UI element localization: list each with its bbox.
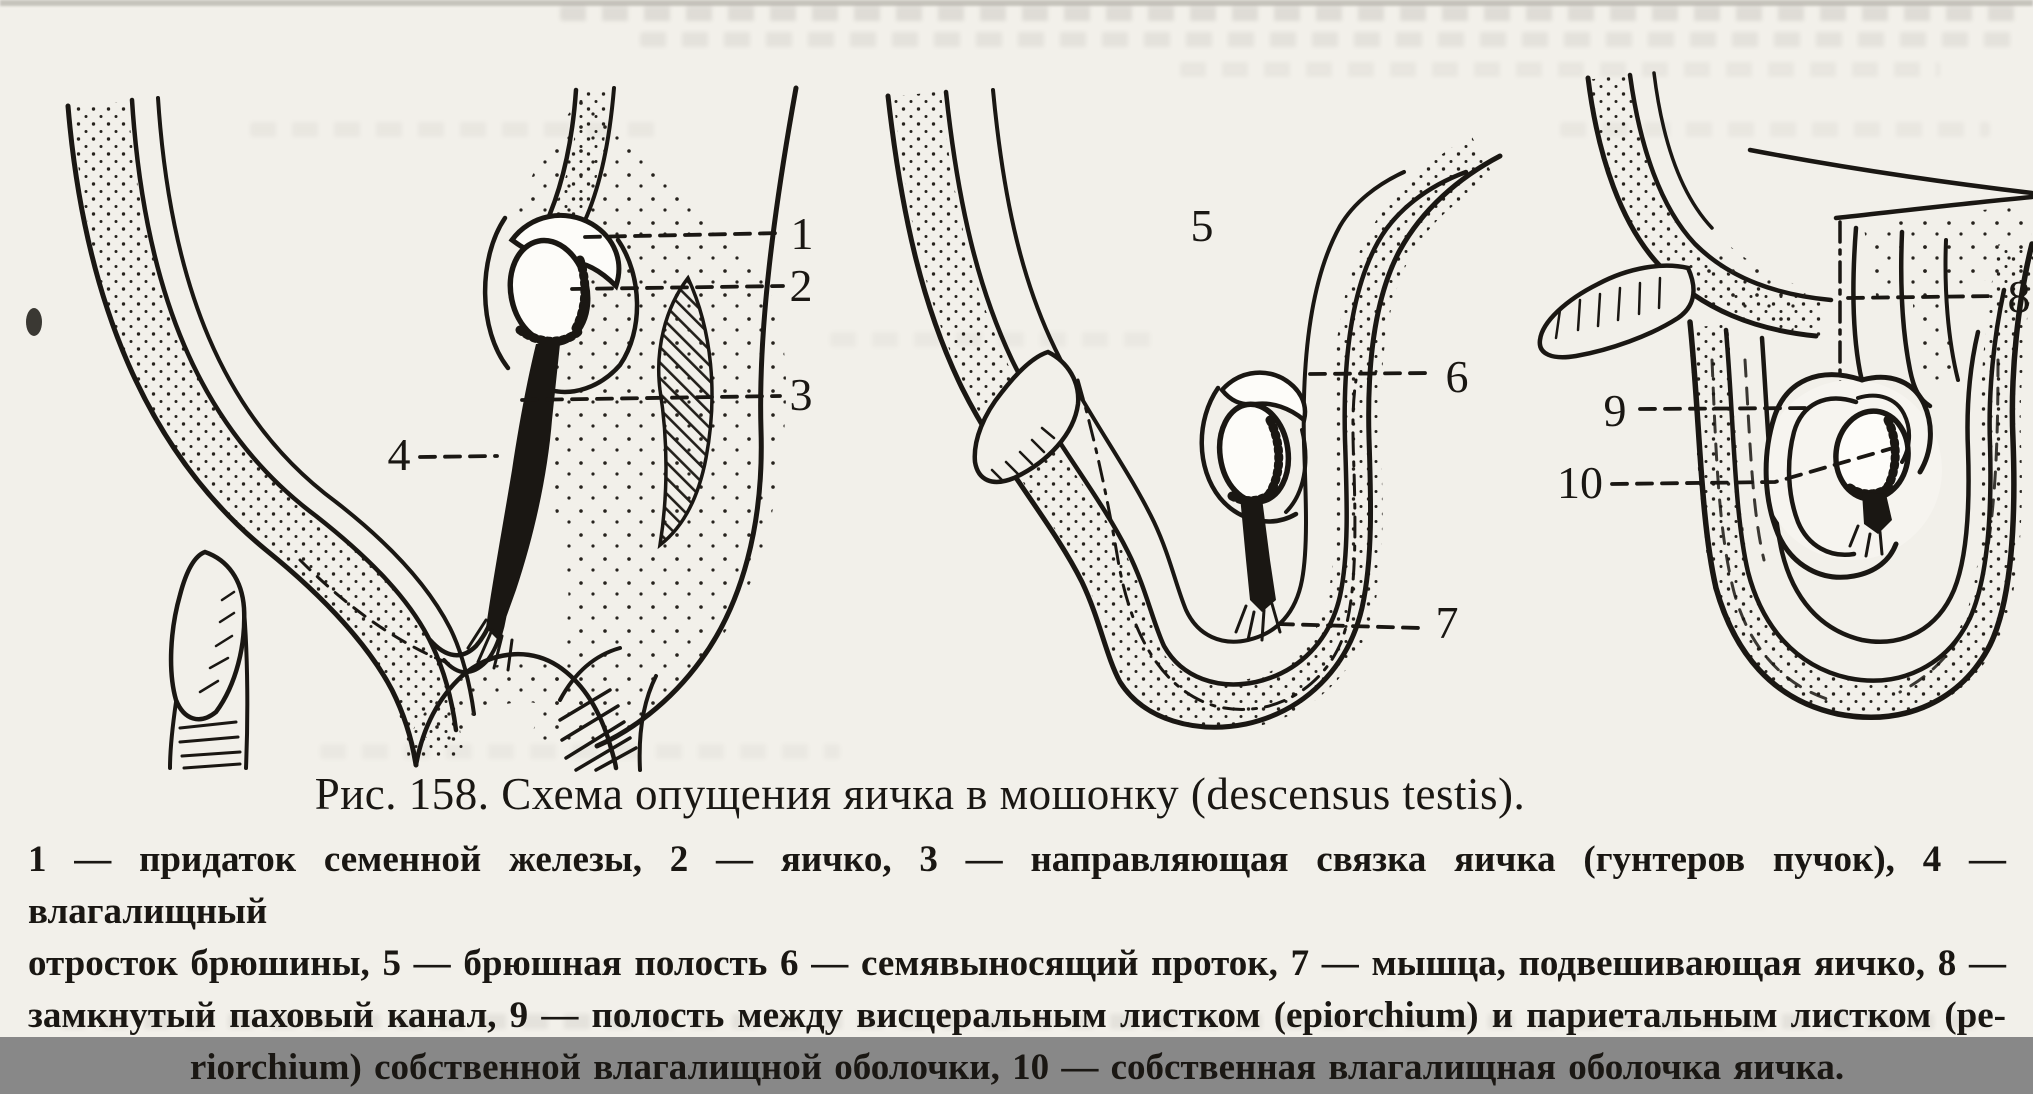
legend-line-3: замкнутый паховый канал, 9 — полость между висцеральным листком (epiorchium) и париетальным листком (pe-: [28, 995, 2006, 1036]
figure-label-4: 4: [387, 429, 411, 480]
gubernaculum-fringe: [1236, 604, 1280, 640]
body-mass-stipple: [514, 92, 786, 747]
genital-bud: [1540, 266, 1694, 357]
diagram-stage-1: [68, 88, 814, 770]
genital-bud: [171, 552, 244, 719]
gubernaculum: [1240, 496, 1276, 612]
figure-label-7: 7: [1435, 597, 1459, 648]
figure-label-10: 10: [1557, 457, 1603, 508]
limb-hatch-left: [180, 722, 240, 768]
figure-label-1: 1: [790, 208, 814, 259]
leader-line-4: [420, 456, 497, 457]
figure-legend: [28, 834, 2006, 1094]
figure-caption: Рис. 158. Схема опущения яичка в мошонку (descensus testis).: [314, 769, 1526, 819]
figure-label-2: 2: [789, 260, 813, 311]
figure-label-6: 6: [1445, 351, 1469, 402]
diagram-stage-2: [888, 90, 1500, 727]
ink-speck: [26, 308, 42, 336]
gubernaculum: [486, 344, 560, 640]
legend-line-4: riorchium) собственной влагалищной оболочки, 10 — собственная влагалищная оболочка яичка.: [189, 1047, 1845, 1088]
peritoneum-top-line: [1750, 150, 2032, 193]
diagram-stage-3: [1540, 73, 2032, 717]
leader-line-8: [1848, 296, 1995, 298]
figure-label-3: 3: [789, 369, 813, 420]
dartos-dashed-line-3: [1745, 360, 1764, 560]
figure-label-5: 5: [1190, 200, 1214, 251]
legend-line-2: отросток брюшины, 5 — брюшная полость 6 — семявыносящий проток, 7 — мышца, подвешивающая яичко, 8 —: [28, 943, 2006, 984]
figure-label-8: 8: [2007, 271, 2031, 322]
cord-stipple: [1928, 238, 1942, 378]
wall-band-stipple: [100, 104, 436, 758]
leader-line-6: [1310, 373, 1432, 374]
figure-label-9: 9: [1603, 385, 1627, 436]
vaginal-process-fold: [485, 218, 508, 368]
legend-line-1: 1 — придаток семенной железы, 2 — яичко, 3 — направляющая связка яичка (гунтеров пучок), 4 — влагалищный: [28, 839, 2006, 932]
